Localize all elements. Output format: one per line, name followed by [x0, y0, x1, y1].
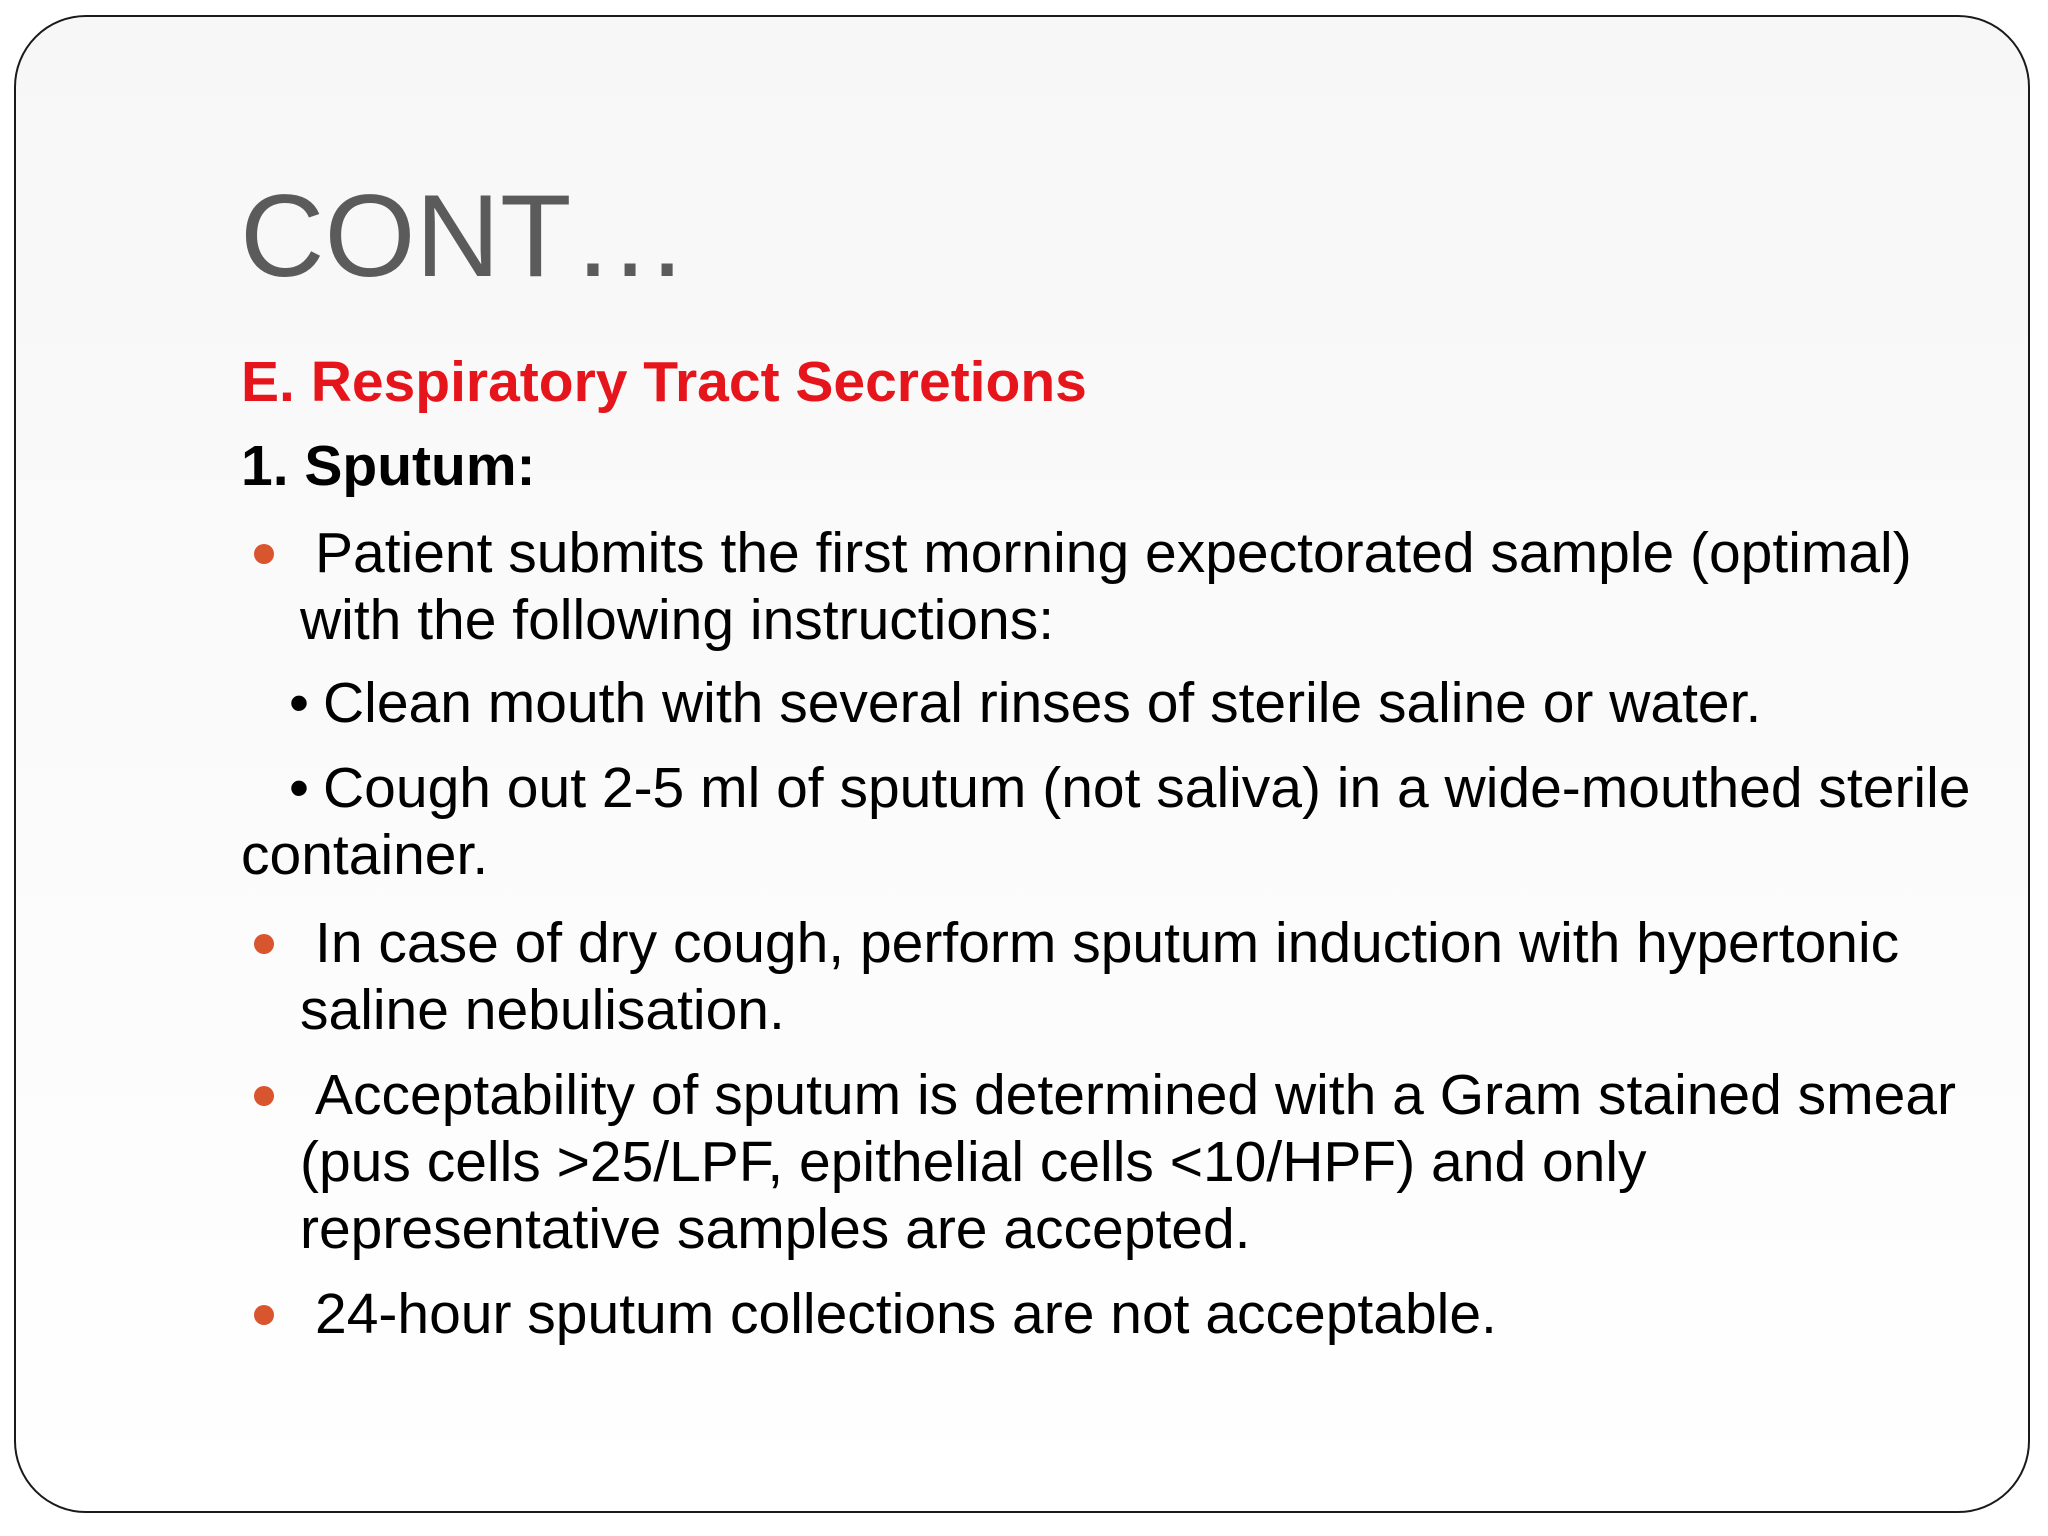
- bullet-text: In case of dry cough, perform sputum induction with hypertonic saline nebulisation.: [300, 911, 1900, 1042]
- bullet-dot-icon: [254, 544, 274, 564]
- slide-title: CONT…: [240, 170, 689, 301]
- sub-bullet-text: Cough out 2-5 ml of sputum (not saliva) in a wide-mouthed sterile container.: [241, 756, 1971, 887]
- sub-heading: 1. Sputum:: [241, 434, 536, 498]
- bullet-text: Acceptability of sputum is determined with a Gram stained smear (pus cells >25/LPF, epithelial cells <10/HPF) and only representative samples are accepted.: [300, 1063, 1957, 1261]
- sub-bullet-text: Clean mouth with several rinses of sterile saline or water.: [323, 671, 1762, 735]
- bullet-item-2: [300, 910, 1980, 1044]
- sub-bullet-item-2: [241, 755, 1981, 889]
- bullet-dot-icon: [254, 1086, 274, 1106]
- bullet-item-4: [300, 1281, 1980, 1348]
- bullet-text: Patient submits the first morning expectorated sample (optimal) with the following instructions:: [300, 521, 1912, 652]
- slide-frame: [14, 15, 2030, 1513]
- sub-bullet-marker: •: [289, 671, 309, 735]
- bullet-dot-icon: [254, 934, 274, 954]
- bullet-item-3: [300, 1062, 1980, 1263]
- sub-bullet-marker: •: [289, 756, 309, 820]
- bullet-text: 24-hour sputum collections are not acceptable.: [315, 1282, 1497, 1346]
- section-heading: E. Respiratory Tract Secretions: [241, 350, 1087, 414]
- sub-bullet-item-1: [241, 670, 1981, 737]
- bullet-dot-icon: [254, 1305, 274, 1325]
- bullet-item-1: [300, 520, 1980, 654]
